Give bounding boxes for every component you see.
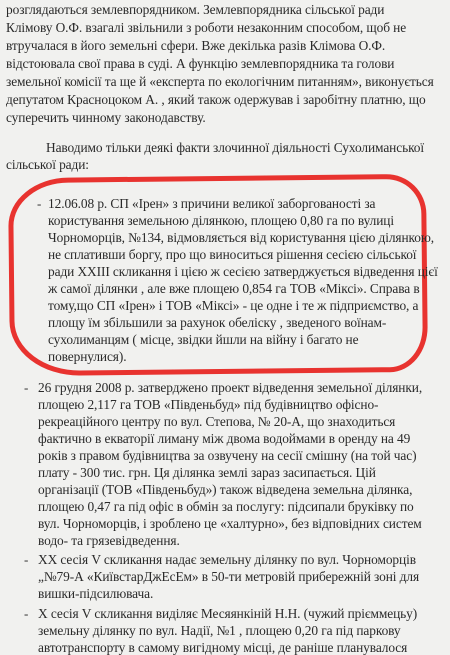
fact-line: водо- та грязевідведення.	[38, 533, 180, 548]
text-line: депутатом Красноцоком А. , який також одержував і заробітну платню, що	[6, 92, 426, 107]
section-intro-line: сільської ради:	[6, 157, 89, 172]
fact-line: не сплативши боргу, про що виноситься рішення сесією сільської	[48, 247, 417, 262]
fact-line: площею 2,117 га ТОВ «Південьбуд» під будівництво офісно-	[38, 397, 379, 412]
text-line: відстоювала свої права в суді. А функцію землевпорядника та голови	[6, 56, 395, 71]
fact-line: автотранспорту в самому вигідному місці, де раніше планувалося	[38, 640, 408, 655]
fact-line: Чорноморців, №134, відмовляється від користування цією ділянкою,	[48, 230, 435, 245]
fact-line: тому,що СП «Ірен» і ТОВ «Міксі» - це одне і те ж підприємство, а	[48, 298, 419, 313]
fact-line: XX сесія V скликання надає земельну ділянку по вул. Чорноморців	[38, 552, 416, 567]
text-line: розглядаються землевпорядником. Землевпорядника сільської ради	[6, 2, 385, 17]
fact-line: 26 грудня 2008 р. затверджено проект відведення земельної ділянки,	[38, 380, 423, 395]
text-line: земельної комісії та ще й «експерта по екологічним питанням», виконується	[6, 74, 434, 89]
fact-line: сухолиманцям ( місце, звідки йшли на війну і багато не	[48, 332, 359, 347]
fact-line: 12.06.08 р. СП «Ірен» з причини великої заборгованості за	[48, 196, 376, 211]
fact-line: рекреаційного центру по вул. Степова, № 20-А, що знаходиться	[38, 414, 396, 429]
fact-line: повернулися).	[48, 349, 127, 364]
fact-line: плату - 300 тис. грн. Ця ділянка землі зараз засипається. Цій	[38, 465, 376, 480]
fact-line: років з правом будівництва за озвучену на сесії смішну (на той час)	[38, 448, 417, 463]
bullet-dash: -	[24, 380, 29, 395]
fact-line: організації (ТОВ «Південьбуд») також відведена земельна ділянка,	[38, 482, 413, 497]
text-line: Клімову О.Ф. взагалі звільнили з роботи незаконним способом, щоб не	[6, 20, 407, 35]
fact-line: вишки-підсилювача.	[38, 586, 154, 601]
fact-line: земельну ділянку по вул. Надії, №1 , площею 0,20 га під паркову	[38, 623, 401, 638]
bullet-dash: -	[24, 606, 29, 621]
fact-line: площею 0,47 га під офіс в обмін за послугу: підсипали бруківку по	[38, 499, 414, 514]
fact-line: площу їм збільшили за рахунок обеліску , зведеного воїнам-	[48, 315, 387, 330]
fact-line: „№79-А «КиївстарДжЕсЕм» в 50-ти метровій прибережній зоні для	[38, 569, 420, 584]
fact-line: фактично в екваторії лиману між двома водоймами в оренду на 49	[38, 431, 411, 446]
bullet-dash: -	[24, 552, 29, 567]
text-line: втручалася в його земельні сфери. Вже декілька разів Клімова О.Ф.	[6, 38, 386, 53]
bullet-dash: -	[37, 196, 42, 211]
fact-line: вул. Чорноморців, і зроблено це «халтурно», без відповідних систем	[38, 516, 422, 531]
section-intro-line: Наводимо тільки деякі факти злочинної діяльності Сухолиманської	[46, 140, 425, 155]
fact-line: користування земельною ділянкою, площею 0,80 га по вулиці	[48, 213, 394, 228]
fact-line: X сесія V скликання виділяє Месяянкіній Н.Н. (чужий прієммецьy)	[38, 606, 418, 621]
text-line: суперечить чинному законодавству.	[6, 110, 206, 125]
fact-line: ради XXIII скликання і цією ж сесією затверджується відведення цієї	[48, 264, 438, 279]
fact-line: ж самої ділянки , але вже площею 0,854 га ТОВ «Міксі». Справа в	[48, 281, 420, 296]
